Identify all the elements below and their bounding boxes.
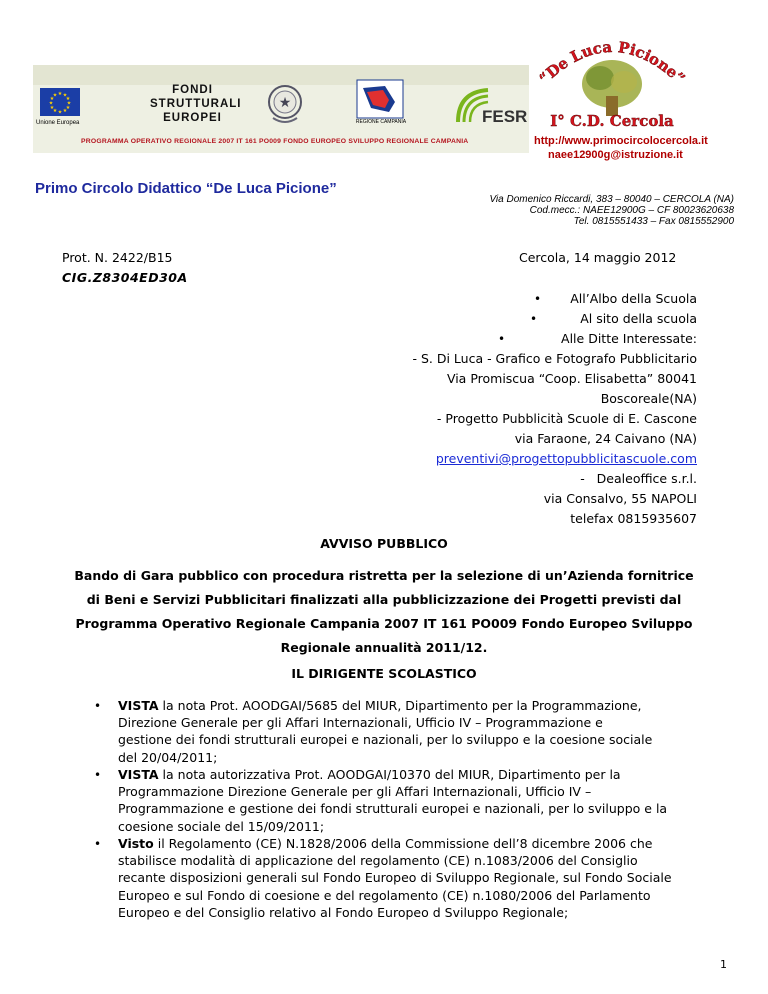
item-text: del 20/04/2011; <box>118 749 218 765</box>
svg-text:★: ★ <box>49 96 55 102</box>
italian-republic-emblem-icon <box>265 82 305 126</box>
eu-flag-icon <box>40 88 80 116</box>
recipient-email-link[interactable]: preventivi@progettopubblicitascuole.com <box>435 451 697 466</box>
svg-text:★: ★ <box>48 100 54 107</box>
fondi-line: STRUTTURALI <box>150 98 242 110</box>
school-name-text: Primo Circolo Didattico “De Luca Picione” <box>35 180 337 197</box>
item-text: il Regolamento (CE) N.1828/2006 della Commissione dell’8 dicembre 2006 che <box>153 836 653 851</box>
svg-text:★: ★ <box>66 100 72 107</box>
item-text: coesione sociale del 15/09/2011; <box>118 818 325 834</box>
program-strip: PROGRAMMA OPERATIVO REGIONALE 2007 IT 161 PO009 FONDO EUROPEO SVILUPPO REGIONALE CAMPANIA <box>81 138 469 145</box>
svg-text:★: ★ <box>57 91 63 97</box>
svg-text:★: ★ <box>52 108 58 114</box>
item-lead: VISTA <box>118 698 159 713</box>
logo-arc-text: “De Luca Picione” <box>535 37 689 88</box>
address-line: Cod.mecc.: NAEE12900G – CF 80023620638 <box>529 205 734 216</box>
item-text: Europeo e del Consiglio relativo al Fondo Europeo d Sviluppo Regionale; <box>118 904 569 920</box>
school-name <box>35 180 337 197</box>
page-number: 1 <box>720 958 727 971</box>
item-text: la nota Prot. AOODGAI/5685 del MIUR, Dipartimento per la Programmazione, <box>158 698 642 713</box>
recipient-line: telefax 0815935607 <box>570 511 697 526</box>
bullet-icon: • <box>94 768 102 782</box>
notice-subject <box>60 564 708 660</box>
fesr-logo <box>452 82 527 138</box>
item-text: Direzione Generale per gli Affari Internazionali, Ufficio IV – Programmazione e <box>118 715 603 731</box>
item-text: la nota autorizzativa Prot. AOODGAI/10370 del MIUR, Dipartimento per la <box>158 767 621 782</box>
section-heading: IL DIRIGENTE SCOLASTICO <box>291 666 477 681</box>
school-logo <box>532 22 690 150</box>
subject-line: Bando di Gara pubblico con procedura ristretta per la selezione di un’Azienda fornitrice <box>74 568 694 583</box>
svg-text:★: ★ <box>62 92 68 99</box>
fesr-label: FESR <box>482 107 528 126</box>
svg-text:★: ★ <box>62 108 68 114</box>
recipient-item: Al sito della scuola <box>580 311 697 326</box>
campania-label: REGIONE CAMPANIA <box>355 119 407 125</box>
item-text: Programmazione e gestione dei fondi strutturali europei e nazionali, per lo sviluppo e la <box>118 801 668 817</box>
recipient-line: - Progetto Pubblicità Scuole di E. Cascone <box>436 411 697 426</box>
recipient-line: via Faraone, 24 Caivano (NA) <box>514 431 697 446</box>
cig-code: CIG.Z8304ED30A <box>62 270 188 285</box>
notice-title: AVVISO PUBBLICO <box>320 536 448 551</box>
consideration-item <box>118 766 718 835</box>
address-line: Tel. 0815551433 – Fax 0815552900 <box>573 216 734 227</box>
bullet-icon: • <box>530 312 538 326</box>
item-lead: VISTA <box>118 767 159 782</box>
email-link[interactable]: naee12900g@istruzione.it <box>548 149 683 161</box>
fondi-line: FONDI <box>172 84 213 96</box>
logo-bottom-text: I° C.D. Cercola <box>550 112 674 130</box>
item-lead: Visto <box>118 836 154 851</box>
document-date: Cercola, 14 maggio 2012 <box>519 250 677 265</box>
recipient-item: All’Albo della Scuola <box>570 291 697 306</box>
eu-caption: Unione Europea <box>36 120 80 126</box>
regione-campania-logo <box>355 78 405 128</box>
website-link[interactable]: http://www.primocircolocercola.it <box>534 135 708 147</box>
bullet-icon: • <box>534 292 542 306</box>
bullet-icon: • <box>94 699 102 713</box>
fondi-strutturali-logo <box>150 83 242 125</box>
protocol-number: Prot. N. 2422/B15 <box>62 250 173 265</box>
subject-line: di Beni e Servizi Pubblicitari finalizzati alla pubblicizzazione dei Progetti previsti dal <box>86 592 682 607</box>
subject-line: Programma Operativo Regionale Campania 2007 IT 161 PO009 Fondo Europeo Sviluppo <box>75 616 693 631</box>
svg-text:★: ★ <box>57 109 63 116</box>
svg-text:★: ★ <box>278 95 292 111</box>
consideration-item <box>118 835 718 921</box>
recipient-line: - S. Di Luca - Grafico e Fotografo Pubblicitario <box>412 351 697 366</box>
bullet-icon: • <box>94 837 102 851</box>
consideration-item <box>118 697 718 766</box>
item-text: Programmazione Direzione Generale per gli Affari Internazionali, Ufficio IV – <box>118 784 592 800</box>
item-text: Europeo e sul Fondo di coesione e del regolamento (CE) n.1080/2006 del Parlamento <box>118 887 651 903</box>
recipient-item: Alle Ditte Interessate: <box>561 331 697 346</box>
recipient-line: Via Promiscua “Coop. Elisabetta” 80041 <box>446 371 697 386</box>
fondi-line: EUROPEI <box>163 112 222 124</box>
recipient-line: Boscoreale(NA) <box>600 391 697 406</box>
svg-text:★: ★ <box>52 92 58 99</box>
subject-line: Regionale annualità 2011/12. <box>280 640 488 655</box>
bullet-icon: • <box>498 332 506 346</box>
address-line: Via Domenico Riccardi, 383 – 80040 – CERCOLA (NA) <box>489 194 734 205</box>
item-text: stabilisce modalità di applicazione del regolamento (CE) n.1083/2006 del Consiglio <box>118 853 638 869</box>
svg-text:★: ★ <box>49 105 55 111</box>
recipient-line: via Consalvo, 55 NAPOLI <box>543 491 697 506</box>
recipient-line: - Dealeoffice s.r.l. <box>580 471 697 486</box>
svg-text:★: ★ <box>65 105 71 111</box>
svg-text:★: ★ <box>65 96 71 102</box>
item-text: recante disposizioni generali sul Fondo Europeo di Sviluppo Regionale, sul Fondo Sociale <box>118 870 672 886</box>
item-text: gestione dei fondi strutturali europei e nazionali, per lo sviluppo e la coesione sociale <box>118 732 653 748</box>
